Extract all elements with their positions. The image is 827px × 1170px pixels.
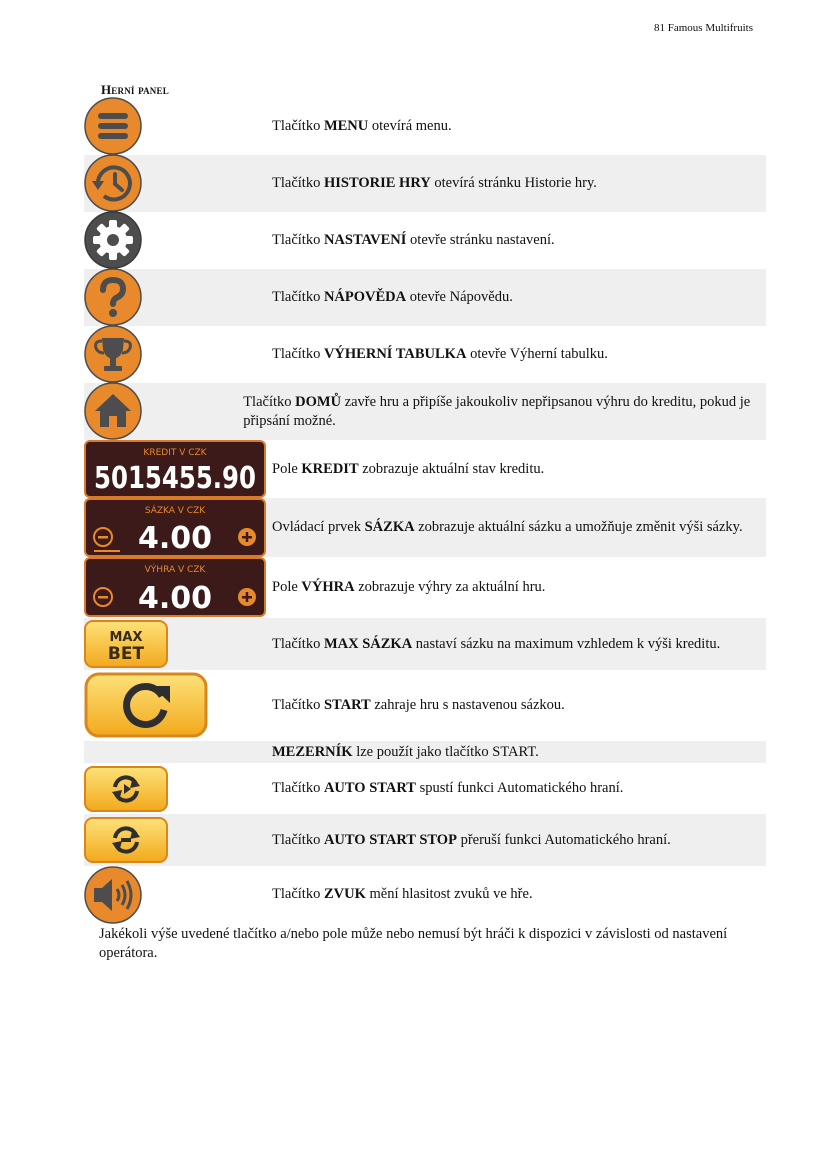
row-description: Tlačítko MENU otevírá menu.: [272, 118, 452, 134]
win-field: [84, 557, 266, 617]
sound-icon[interactable]: [84, 866, 142, 924]
maxbet-icon[interactable]: [84, 620, 168, 668]
start-icon[interactable]: [84, 672, 208, 738]
row-description: Tlačítko NÁPOVĚDA otevře Nápovědu.: [272, 289, 513, 305]
table-row: [84, 814, 766, 866]
autostart-icon[interactable]: [84, 766, 168, 812]
table-row: [84, 269, 766, 326]
availability-note: Jakékoli výše uvedené tlačítko a/nebo pole může nebo nemusí být hráči k dispozici v závislosti od nastavení operátora.: [99, 926, 728, 961]
row-description: Tlačítko AUTO START spustí funkci Automatického hraní.: [272, 780, 624, 796]
row-description: Tlačítko ZVUK mění hlasitost zvuků ve hře.: [272, 885, 533, 902]
row-description: Tlačítko AUTO START STOP přeruší funkci Automatického hraní.: [272, 831, 671, 848]
row-description: Tlačítko HISTORIE HRY otevírá stránku Historie hry.: [272, 175, 597, 191]
autostart-stop-icon[interactable]: [84, 817, 168, 863]
table-row: [84, 326, 766, 383]
bet-increase-button[interactable]: [238, 528, 256, 546]
menu-icon[interactable]: [84, 97, 142, 155]
row-description: Pole KREDIT zobrazuje aktuální stav kreditu.: [272, 460, 545, 477]
credit-label: KREDIT V CZK: [143, 448, 207, 458]
question-icon[interactable]: [84, 268, 142, 326]
credit-field: [84, 440, 266, 498]
row-description: Tlačítko START zahraje hru s nastavenou sázkou.: [272, 697, 565, 713]
controls-table: [84, 98, 766, 922]
bet-label: SÁZKA V CZK: [144, 506, 206, 516]
table-row: [84, 98, 766, 155]
win-label: VÝHRA V CZK: [144, 565, 206, 575]
table-row: [84, 212, 766, 269]
maxbet-line2: BET: [107, 644, 145, 664]
table-row: [84, 440, 766, 498]
row-description: Tlačítko MAX SÁZKA nastaví sázku na maximum vzhledem k výši kreditu.: [272, 635, 721, 652]
table-row: [84, 618, 766, 670]
table-row: [84, 763, 766, 814]
row-description: Pole VÝHRA zobrazuje výhry za aktuální hru.: [272, 579, 546, 595]
row-description: Ovládací prvek SÁZKA zobrazuje aktuální sázku a umožňuje změnit výši sázky.: [272, 519, 743, 535]
maxbet-line1: MAX: [109, 630, 143, 645]
table-row: [84, 383, 766, 440]
row-description: MEZERNÍK lze použít jako tlačítko START.: [272, 743, 539, 760]
credit-value: 5015455.90: [94, 461, 256, 496]
history-icon[interactable]: [84, 154, 142, 212]
trophy-icon[interactable]: [84, 325, 142, 383]
table-row: [84, 670, 766, 741]
bet-value: 4.00: [137, 521, 213, 556]
home-icon[interactable]: [84, 382, 142, 440]
win-value: 4.00: [137, 581, 213, 616]
row-description: Tlačítko NASTAVENÍ otevře stránku nastavení.: [272, 232, 555, 248]
table-row: [84, 866, 766, 922]
table-row: [84, 155, 766, 212]
table-row: [84, 557, 766, 618]
bet-field: [84, 498, 266, 557]
table-row: [84, 498, 766, 557]
table-row: [84, 741, 766, 763]
gear-icon[interactable]: [84, 211, 142, 269]
document-header-title: 81 Famous Multifruits: [653, 22, 753, 34]
row-description: Tlačítko VÝHERNÍ TABULKA otevře Výherní tabulku.: [272, 346, 608, 362]
row-description: Tlačítko DOMŮ zavře hru a připíše jakoukoliv nepřipsanou výhru do kreditu, pokud je připsání možné.: [243, 393, 751, 429]
section-title: Herní panel: [101, 82, 169, 97]
